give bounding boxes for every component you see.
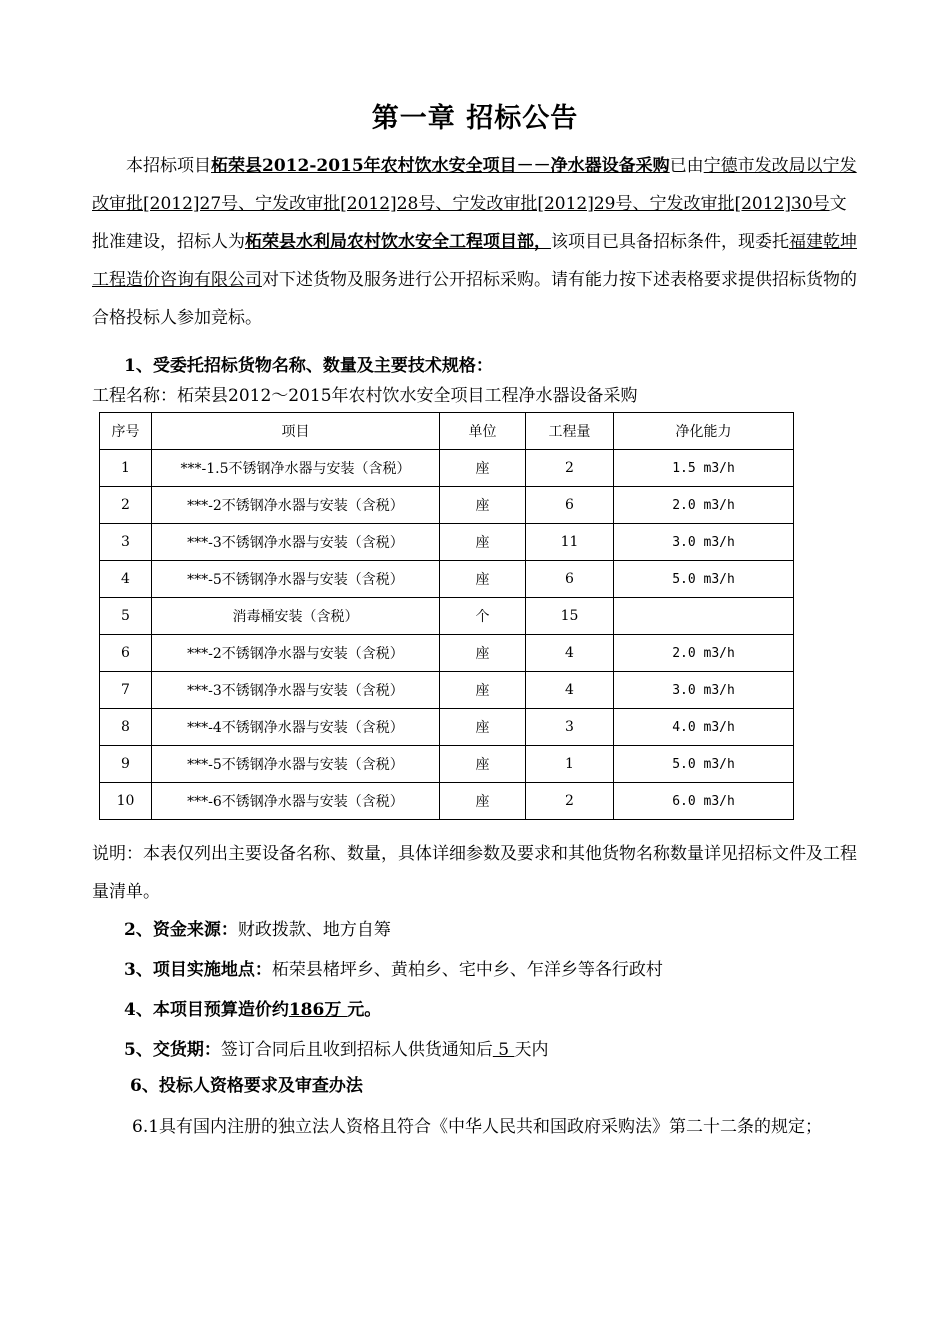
page-title: 第一章 招标公告	[371, 103, 579, 134]
unit: 个	[440, 598, 526, 635]
section-3: 3、项目实施地点：柘荣县楮坪乡、黄柏乡、宅中乡、乍洋乡等各行政村	[124, 960, 663, 980]
header-cell: 工程量	[526, 413, 614, 450]
unit: 座	[440, 672, 526, 709]
item-name: ***-2不锈钢净水器与安装（含税）	[152, 487, 440, 524]
capacity: 5.0 m3/h	[614, 746, 794, 783]
quantity: 15	[526, 598, 614, 635]
item-name: ***-4不锈钢净水器与安装（含税）	[152, 709, 440, 746]
table-row	[100, 746, 794, 783]
unit: 座	[440, 635, 526, 672]
table-row	[100, 672, 794, 709]
row-index: 7	[100, 672, 152, 709]
item-name: ***-2不锈钢净水器与安装（含税）	[152, 635, 440, 672]
row-index: 5	[100, 598, 152, 635]
project-name: 柘荣县2012-2015年农村饮水安全项目－－净水器设备采购	[211, 156, 670, 176]
header-cell: 单位	[440, 413, 526, 450]
table-row	[100, 561, 794, 598]
section-4: 4、本项目预算造价约186万 元。	[124, 1000, 382, 1020]
quantity: 3	[526, 709, 614, 746]
quantity: 6	[526, 487, 614, 524]
unit: 座	[440, 746, 526, 783]
table-header-row	[100, 413, 794, 450]
item-name: ***-5不锈钢净水器与安装（含税）	[152, 561, 440, 598]
capacity: 5.0 m3/h	[614, 561, 794, 598]
item-name: ***-6不锈钢净水器与安装（含税）	[152, 783, 440, 820]
table-row	[100, 709, 794, 746]
item-name: ***-3不锈钢净水器与安装（含税）	[152, 524, 440, 561]
table-row	[100, 450, 794, 487]
table-note: 说明：本表仅列出主要设备名称、数量，具体详细参数及要求和其他货物名称数量详见招标文件及工程量清单。	[92, 844, 857, 902]
goods-table	[99, 412, 794, 820]
capacity: 3.0 m3/h	[614, 672, 794, 709]
budget-amount: 186万	[288, 1000, 348, 1020]
row-index: 3	[100, 524, 152, 561]
row-index: 4	[100, 561, 152, 598]
capacity: 4.0 m3/h	[614, 709, 794, 746]
table-row	[100, 487, 794, 524]
table-row	[100, 635, 794, 672]
project-name-line: 工程名称：柘荣县2012～2015年农村饮水安全项目工程净水器设备采购	[92, 386, 638, 406]
delivery-days: 5	[492, 1040, 515, 1060]
row-index: 8	[100, 709, 152, 746]
tenderer: 柘荣县水利局农村饮水安全工程项目部，	[245, 232, 551, 252]
section-1-heading: 1、受委托招标货物名称、数量及主要技术规格：	[124, 356, 493, 376]
table-row	[100, 524, 794, 561]
unit: 座	[440, 487, 526, 524]
quantity: 4	[526, 635, 614, 672]
capacity: 2.0 m3/h	[614, 487, 794, 524]
unit: 座	[440, 450, 526, 487]
quantity: 2	[526, 783, 614, 820]
header-cell: 净化能力	[614, 413, 794, 450]
item-name: 消毒桶安装（含税）	[152, 598, 440, 635]
approval-docs: 宁德市发改局以宁发改审批[2012]27号、宁发改审批[2012]28号、宁发改审批[2012]29号、宁发改审批[2012]30号	[92, 156, 857, 214]
item-name: ***-5不锈钢净水器与安装（含税）	[152, 746, 440, 783]
row-index: 9	[100, 746, 152, 783]
quantity: 2	[526, 450, 614, 487]
quantity: 6	[526, 561, 614, 598]
header-cell: 项目	[152, 413, 440, 450]
unit: 座	[440, 561, 526, 598]
capacity: 6.0 m3/h	[614, 783, 794, 820]
section-5: 5、交货期：签订合同后且收到招标人供货通知后 5 天内	[124, 1040, 549, 1060]
section-6-heading: 6、投标人资格要求及审查办法	[130, 1076, 363, 1096]
unit: 座	[440, 524, 526, 561]
row-index: 1	[100, 450, 152, 487]
table-row	[100, 598, 794, 635]
unit: 座	[440, 709, 526, 746]
row-index: 6	[100, 635, 152, 672]
intro-paragraph: 本招标项目柘荣县2012-2015年农村饮水安全项目－－净水器设备采购已由宁德市发改局以宁发改审批[2012]27号、宁发改审批[2012]28号、宁发改审批[2012]29号、宁发改审批[2012]30号文批准建设，招标人为柘荣县水利局农村饮水安全工程项目部，该项目已具备招标条件，现委托福建乾坤工程造价咨询有限公司对下述货物及服务进行公开招标采购。请有能力按下述表格要求提供招标货物的合格投标人参加竞标。	[92, 156, 857, 328]
capacity	[614, 598, 794, 635]
unit: 座	[440, 783, 526, 820]
row-index: 2	[100, 487, 152, 524]
section-6-1: 6.1具有国内注册的独立法人资格且符合《中华人民共和国政府采购法》第二十二条的规定；	[132, 1117, 823, 1137]
item-name: ***-3不锈钢净水器与安装（含税）	[152, 672, 440, 709]
capacity: 2.0 m3/h	[614, 635, 794, 672]
table-row	[100, 783, 794, 820]
item-name: ***-1.5不锈钢净水器与安装（含税）	[152, 450, 440, 487]
capacity: 1.5 m3/h	[614, 450, 794, 487]
section-2: 2、资金来源：财政拨款、地方自筹	[124, 920, 391, 940]
capacity: 3.0 m3/h	[614, 524, 794, 561]
quantity: 4	[526, 672, 614, 709]
quantity: 1	[526, 746, 614, 783]
header-cell: 序号	[100, 413, 152, 450]
agent: 福建乾坤工程造价咨询有限公司	[92, 232, 857, 290]
row-index: 10	[100, 783, 152, 820]
quantity: 11	[526, 524, 614, 561]
